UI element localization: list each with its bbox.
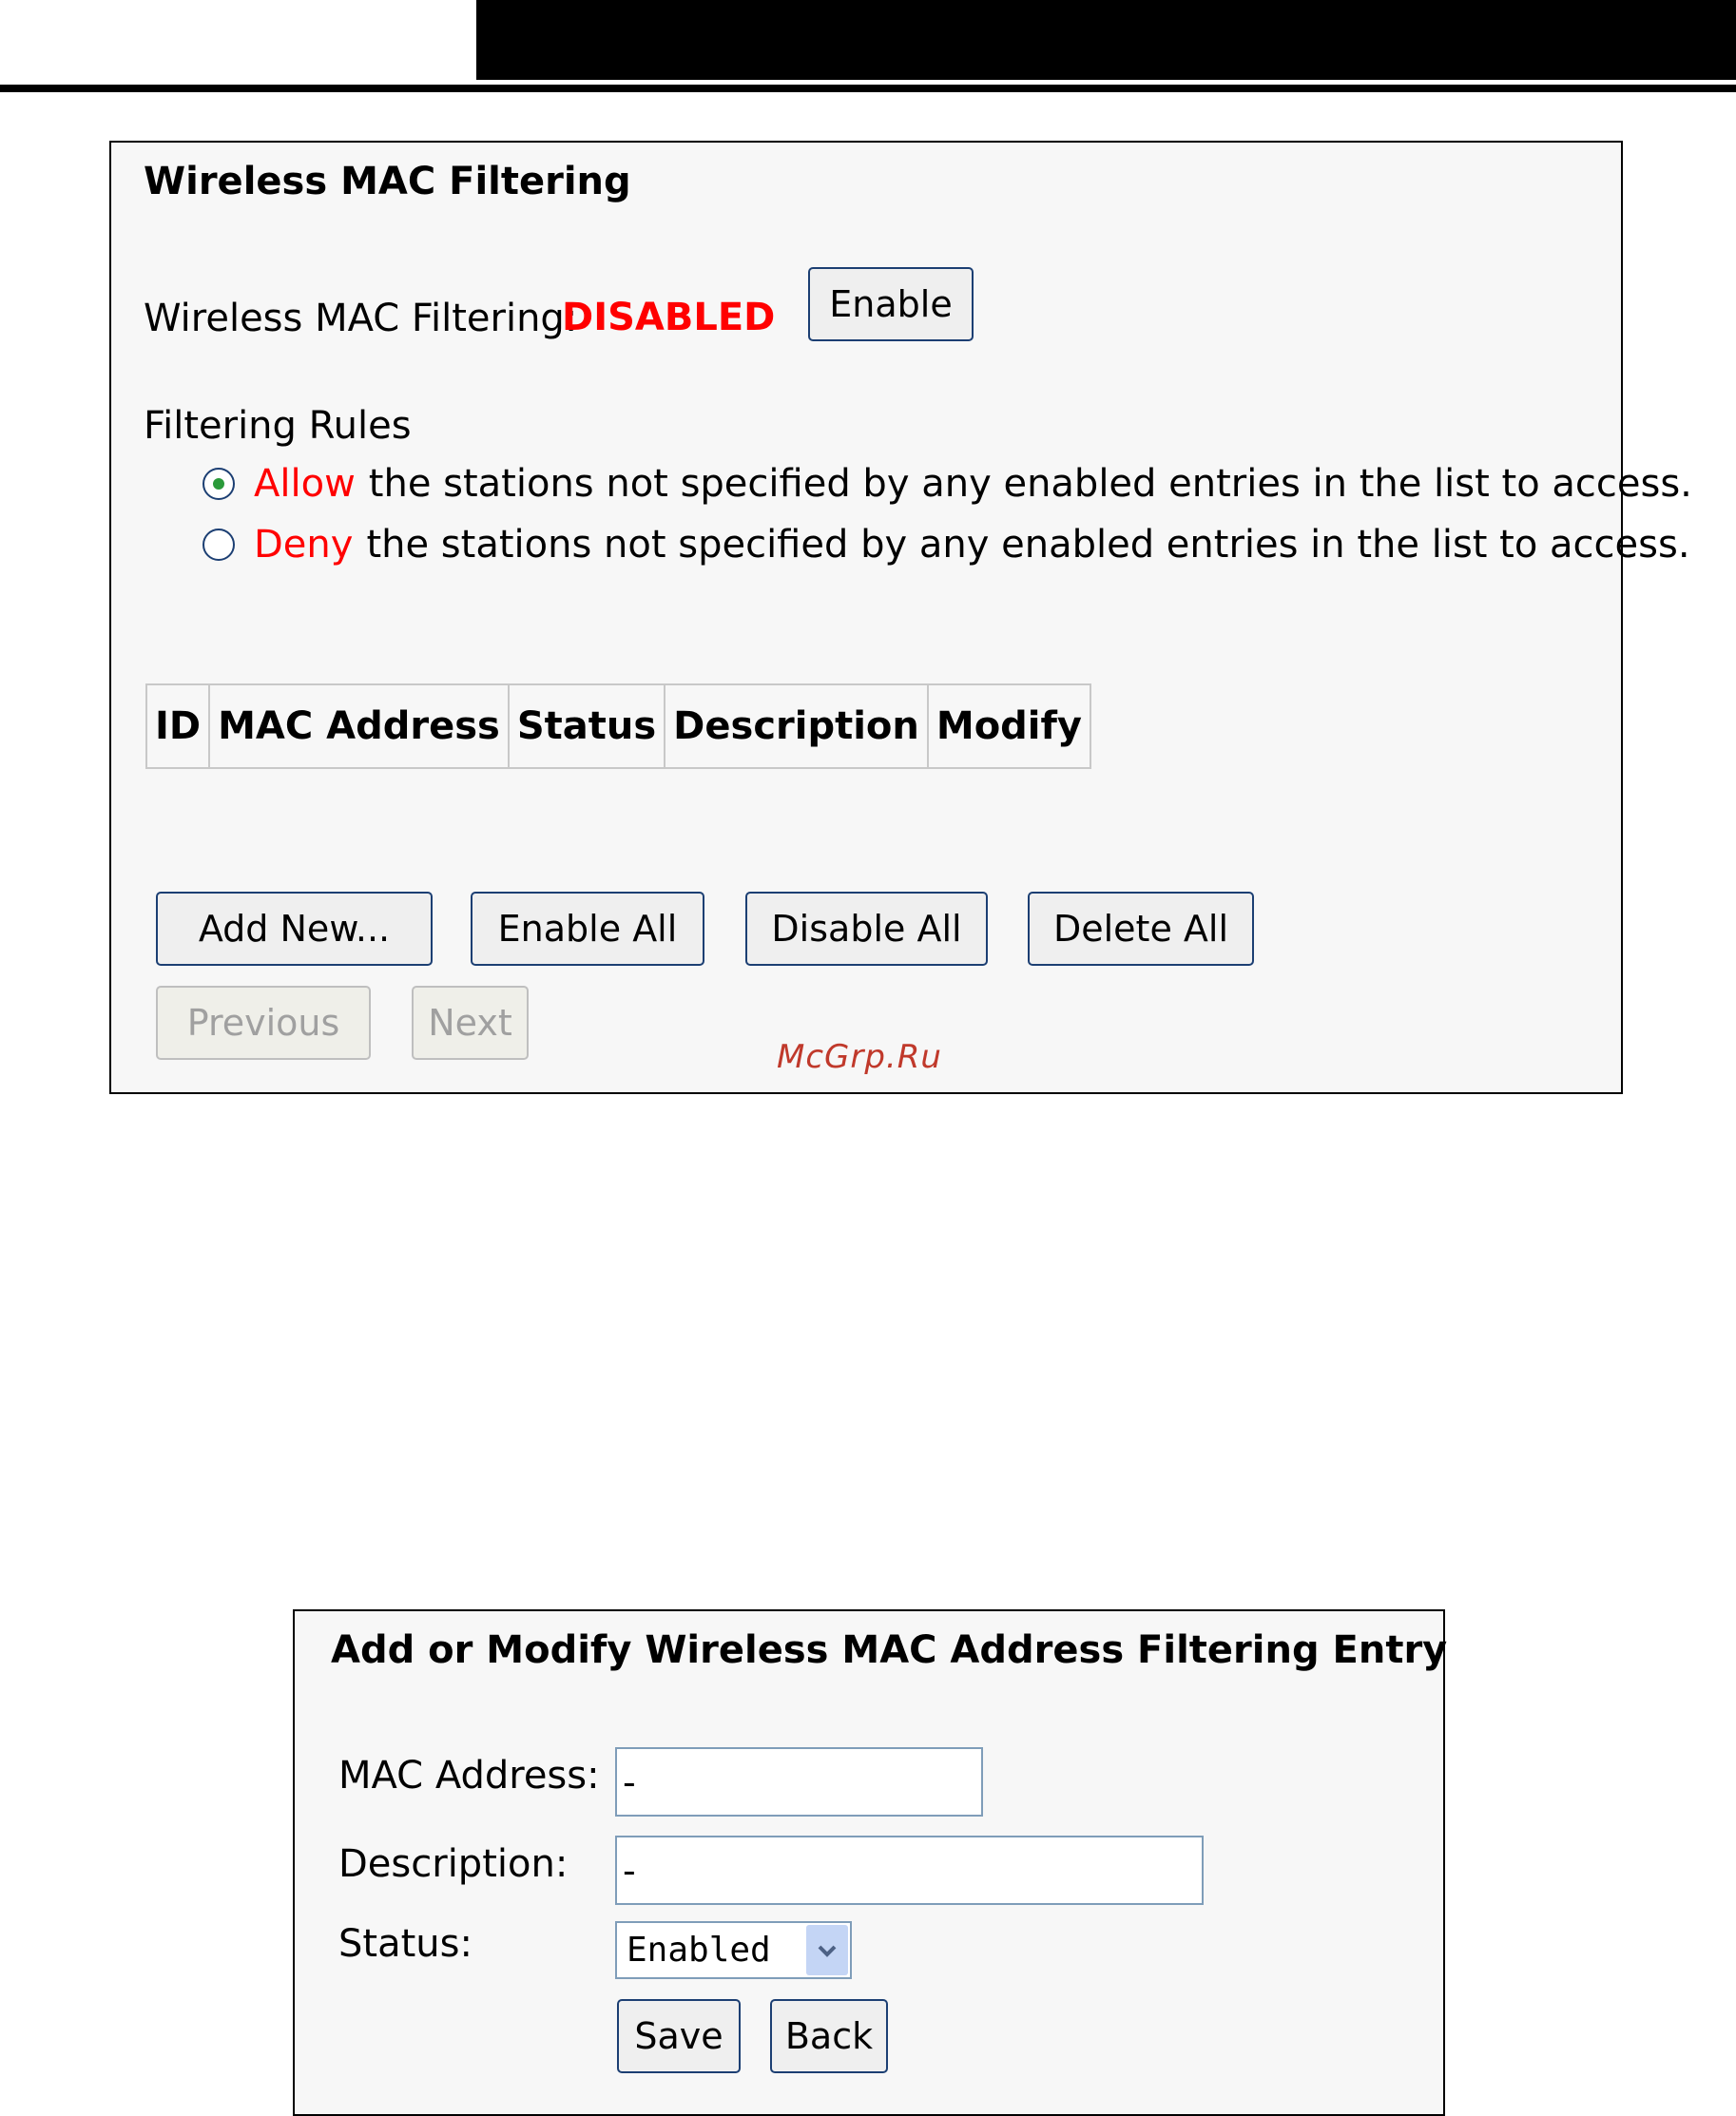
chevron-down-icon[interactable]	[806, 1925, 848, 1975]
enable-all-button[interactable]: Enable All	[471, 892, 704, 966]
header-mac-address: MAC Address	[209, 684, 509, 768]
delete-all-button[interactable]: Delete All	[1028, 892, 1254, 966]
entry-panel-title: Add or Modify Wireless MAC Address Filtering Entry	[331, 1628, 1448, 1672]
next-button[interactable]: Next	[412, 986, 529, 1060]
disable-all-button[interactable]: Disable All	[745, 892, 988, 966]
add-modify-entry-panel	[293, 1609, 1448, 2116]
status-select-value: Enabled	[627, 1931, 771, 1970]
watermark: McGrp.Ru	[777, 1038, 942, 1076]
rule-deny-keyword: Deny	[254, 523, 354, 567]
filtering-status-value: DISABLED	[562, 296, 776, 339]
description-input[interactable]	[615, 1836, 1204, 1905]
panel-title: Wireless MAC Filtering	[144, 160, 631, 203]
mac-address-label: MAC Address:	[338, 1754, 600, 1798]
rule-deny-text: the stations not specified by any enabled entries in the list to access.	[366, 523, 1690, 567]
radio-checked-icon[interactable]	[203, 468, 235, 500]
previous-button[interactable]: Previous	[156, 986, 371, 1060]
header-id: ID	[146, 684, 209, 768]
description-label: Description:	[338, 1842, 569, 1886]
wireless-mac-filtering-panel	[109, 141, 1692, 1094]
status-select[interactable]	[615, 1921, 852, 1979]
rule-allow-keyword: Allow	[254, 462, 356, 506]
mac-filter-table	[145, 683, 1091, 769]
rule-allow-text: the stations not specified by any enabled entries in the list to access.	[368, 462, 1692, 506]
save-button[interactable]: Save	[617, 1999, 741, 2073]
header-rule	[0, 85, 1736, 92]
header-description: Description	[665, 684, 928, 768]
mac-address-input[interactable]	[615, 1747, 983, 1817]
add-new-button[interactable]: Add New...	[156, 892, 433, 966]
rule-deny-option[interactable]	[203, 523, 1690, 567]
header-modify: Modify	[928, 684, 1090, 768]
back-button[interactable]: Back	[770, 1999, 888, 2073]
rule-allow-option[interactable]	[203, 462, 1692, 506]
table-header-row	[146, 684, 1090, 768]
header-black-bar	[476, 0, 1736, 80]
enable-filtering-button[interactable]: Enable	[808, 267, 974, 341]
filtering-status-label: Wireless MAC Filtering:	[144, 297, 578, 340]
status-label: Status:	[338, 1922, 473, 1966]
filtering-rules-label: Filtering Rules	[144, 404, 412, 448]
radio-unchecked-icon[interactable]	[203, 529, 235, 561]
header-status: Status	[509, 684, 665, 768]
